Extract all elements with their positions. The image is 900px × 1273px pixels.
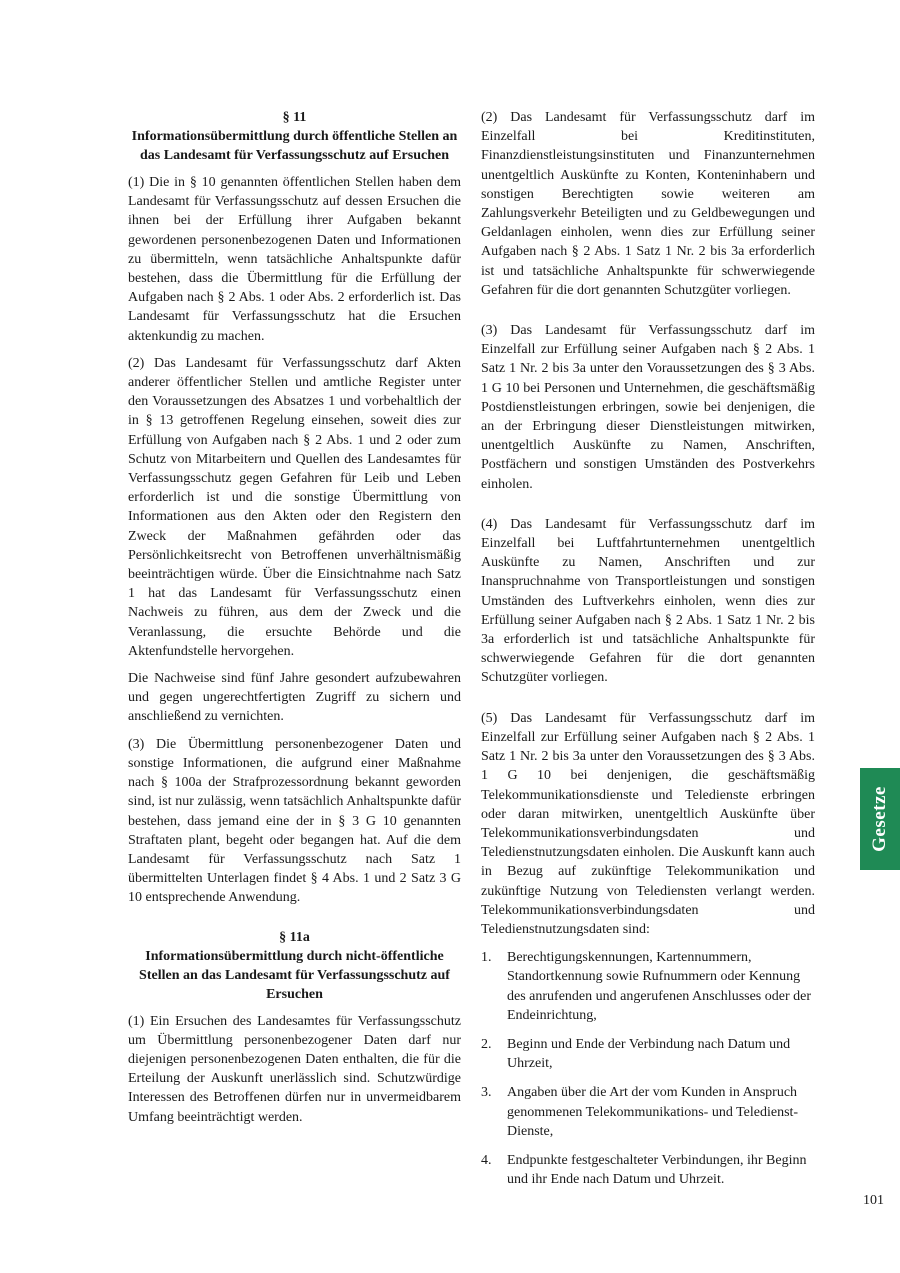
list-item	[481, 948, 815, 1025]
section-11a-paragraph-2: (2) Das Landesamt für Verfassungsschutz darf im Einzelfall bei Kreditinstituten, Finanzdienstleistungsinstituten und Finanzunternehmen unentgeltlich Auskünfte zu Konten, Konteninhabern und sonstigen Berechtigten sowie weiteren am Zahlungsverkehr Beteiligten und zu Geldbewegungen und Geldanlagen einholen, wenn dies zur Erfüllung seiner Aufgaben nach § 2 Abs. 1 Satz 1 Nr. 2 bis 3a erforderlich ist und tatsächliche Anhaltspunkte für schwerwiegende Gefahren für die dort genannten Schutzgüter vorliegen.	[481, 110, 815, 298]
section-11a-title: Informationsübermittlung durch nicht-öffentliche Stellen an das Landesamt für Verfassungsschutz auf Ersuchen	[139, 948, 450, 1002]
section-11a-paragraph-4: (4) Das Landesamt für Verfassungsschutz darf im Einzelfall bei Luftfahrtunternehmen unentgeltlich Auskünfte zu Namen, Anschriften und zur Inanspruchnahme von Transportleistungen und sonstigen Umständen des Luftverkehrs einholen, wenn dies zur Erfüllung seiner Aufgaben nach § 2 Abs. 1 Satz 1 Nr. 2 bis 3a erforderlich ist und tatsächliche Anhaltspunkte für schwerwiegende Gefahren für die dort genannten Schutzgüter vorliegen.	[481, 516, 815, 686]
list-item	[481, 1151, 815, 1189]
section-11-number: § 11	[282, 110, 307, 125]
section-11a-number: § 11a	[279, 929, 310, 945]
section-11-paragraph-2: (2) Das Landesamt für Verfassungsschutz darf Akten anderer öffentlicher Stellen und amtliche Register unter den Voraussetzungen des Absatzes 1 und vorbehaltlich der in § 13 getroffenen Regelung einsehen, soweit dies zur Erfüllung von Aufgaben nach § 2 Abs. 1 und 2 oder zum Schutz von Mitarbeitern und Quellen des Landesamtes für Verfassungsschutz gegen Gefahren für Leib und Leben erforderlich ist und die sonstige Übermittlung von Informationen aus den Akten oder den Registern den Zweck der Maßnahmen gefährden oder das Persönlichkeitsrecht von Betroffenen unverhältnismäßig beeinträchtigen würde. Über die Einsichtnahme nach Satz 1 hat das Landesamt für Verfassungsschutz einen Nachweis zu führen, aus dem der Zweck und die Veranlassung, die ersuchte Behörde und die Aktenfundstelle hervorgehen.	[128, 355, 461, 659]
list-item-text: Beginn und Ende der Verbindung nach Datum und Uhrzeit,	[507, 1036, 791, 1072]
list-item-number: 2.	[481, 1036, 492, 1052]
list-item-text: Endpunkte festgeschalteter Verbindungen, ihr Beginn und ihr Ende nach Datum und Uhrzeit.	[507, 1152, 807, 1188]
section-11-title: Informationsübermittlung durch öffentliche Stellen an das Landesamt für Verfassungsschutz auf Ersuchen	[131, 129, 458, 163]
section-11-paragraph-3: (3) Die Übermittlung personenbezogener Daten und sonstige Informationen, die aufgrund einer Maßnahme nach § 100a der Strafprozessordnung bekannt geworden sind, ist nur zulässig, wenn tatsächlich Anhaltspunkte dafür bestehen, dass jemand eine der in § 3 G 10 genannten Straftaten plant, begeht oder begangen hat. Auf die dem Landesamt für Verfassungsschutz nach Satz 1 übermittelten Unterlagen findet § 4 Abs. 1 und 2 Satz 3 G 10 entsprechende Anwendung.	[128, 736, 461, 906]
list-item-number: 4.	[481, 1152, 492, 1168]
list-item-text: Berechtigungskennungen, Kartennummern, Standortkennung sowie Rufnummern oder Kennung des anrufenden und angerufenen Anschlusses oder der Endeinrichtung,	[507, 950, 812, 1023]
data-types-list	[481, 948, 815, 1189]
list-item	[481, 1035, 815, 1073]
list-item	[481, 1083, 815, 1141]
section-11a-paragraph-3: (3) Das Landesamt für Verfassungsschutz darf im Einzelfall zur Erfüllung seiner Aufgaben nach § 2 Abs. 1 Satz 1 Nr. 2 bis 3a unter den Voraussetzungen des § 3 Abs. 1 G 10 bei Personen und Unternehmen, die geschäftsmäßig Postdienstleistungen erbringen, sowie bei denjenigen, die an der Erbringung dieser Dienstleistungen mitwirken, unentgeltlich Auskünfte zu Namen, Anschriften, Postfächern und sonstigen Umständen des Postverkehrs einholen.	[481, 323, 815, 492]
section-11a-heading	[128, 928, 461, 1004]
list-item-text: Angaben über die Art der vom Kunden in Anspruch genommenen Telekommunikations- und Teledienst-Dienste,	[507, 1085, 799, 1139]
section-11-paragraph-1: (1) Die in § 10 genannten öffentlichen Stellen haben dem Landesamt für Verfassungsschutz auf dessen Ersuchen die ihnen bei der Erfüllung ihrer Aufgaben bekannt gewordenen personenbezogenen Daten und Informationen zu übermitteln, wenn tatsächliche Anhaltspunkte dafür bestehen, dass die Übermittlung für die Erfüllung der Aufgaben nach § 2 Abs. 1 oder Abs. 2 erforderlich ist. Das Landesamt für Verfassungsschutz hat die Ersuchen aktenkundig zu machen.	[128, 175, 461, 344]
list-item-number: 3.	[481, 1085, 492, 1101]
section-11-heading	[128, 108, 461, 165]
right-column	[481, 108, 815, 1199]
left-column	[128, 108, 461, 1135]
section-11-paragraph-2-note: Die Nachweise sind fünf Jahre gesondert aufzubewahren und gegen ungerechtfertigten Zugriff zu sichern und anschließend zu vernichten.	[128, 671, 461, 725]
side-tab-label: Gesetze	[869, 786, 891, 852]
side-tab-gesetze	[860, 768, 900, 870]
section-11a-paragraph-1: (1) Ein Ersuchen des Landesamtes für Verfassungsschutz um Übermittlung personenbezogener Daten darf nur diejenigen personenbezogenen Daten enthalten, die für die Erteilung der Auskunft unerlässlich sind. Schutzwürdige Interessen des Betroffenen dürfen nur in unvermeidbarem Umfang beeinträchtigt werden.	[128, 1013, 461, 1125]
page-number: 101	[863, 1193, 884, 1208]
list-item-number: 1.	[481, 950, 492, 966]
section-11a-paragraph-5: (5) Das Landesamt für Verfassungsschutz darf im Einzelfall zur Erfüllung seiner Aufgaben nach § 2 Abs. 1 Satz 1 Nr. 2 bis 3a unter den Voraussetzungen des § 3 Abs. 1 G 10 bei denjenigen, die geschäftsmäßig Telekommunikationsdienste und Teledienste erbringen oder daran mitwirken, unentgeltlich Auskünfte über Telekommunikationsverbindungsdaten und Teledienstnutzungsdaten einholen. Die Auskunft kann auch in Bezug auf zukünftige Telekommunikation und zukünftige Nutzung von Telediensten verlangt werden. Telekommunikationsverbindungsdaten und Teledienstnutzungsdaten sind:	[481, 710, 815, 937]
